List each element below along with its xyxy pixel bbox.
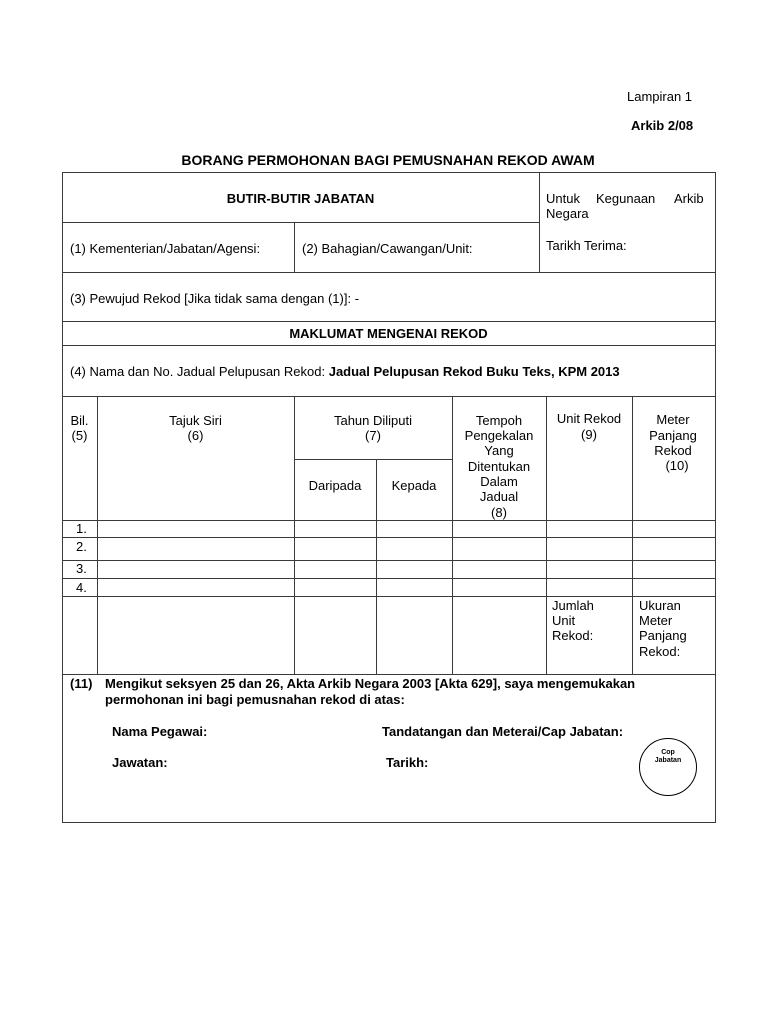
table-row-number: 1.	[76, 521, 87, 536]
divider	[62, 396, 715, 397]
jumlah-label: Jumlah	[552, 598, 594, 613]
jawatan-label: Jawatan:	[112, 755, 168, 770]
cop-text: Cop	[661, 749, 675, 756]
form-title: BORANG PERMOHONAN BAGI PEMUSNAHAN REKOD AWAM	[181, 152, 595, 168]
ukuran-label: Rekod:	[639, 644, 681, 659]
divider	[62, 596, 715, 597]
ukuran-label: Meter	[639, 613, 673, 628]
col-tempoh: Yang	[484, 443, 514, 458]
archive-use-word: Kegunaan	[596, 191, 656, 206]
col-daripada: Daripada	[308, 478, 362, 493]
table-row-number: 4.	[76, 580, 87, 595]
cop-text: Jabatan	[654, 757, 682, 764]
col-kepada: Kepada	[391, 478, 437, 493]
col-bil: Bil.	[70, 413, 89, 428]
col-tahun: Tahun Diliputi	[333, 413, 413, 428]
bahagian-field: (2) Bahagian/Cawangan/Unit:	[302, 241, 473, 256]
col-tempoh: Ditentukan	[467, 459, 531, 474]
col-meter: Meter	[656, 412, 690, 427]
divider	[539, 172, 540, 272]
declaration-text: Mengikut seksyen 25 dan 26, Akta Arkib Negara 2003 [Akta 629], saya mengemukakan	[105, 676, 636, 691]
tandatangan-label: Tandatangan dan Meterai/Cap Jabatan:	[382, 724, 624, 739]
divider	[62, 222, 539, 223]
tarikh-terima-label: Tarikh Terima:	[546, 238, 627, 253]
col-unit: Unit Rekod	[556, 411, 622, 426]
col-meter: Panjang	[649, 428, 697, 443]
archive-use-word: Negara	[546, 206, 589, 221]
nama-pegawai-label: Nama Pegawai:	[112, 724, 208, 739]
divider	[294, 222, 295, 272]
divider	[62, 674, 715, 675]
lampiran-label: Lampiran 1	[627, 89, 693, 104]
col-tempoh: Tempoh	[475, 413, 523, 428]
cop-jabatan-stamp	[639, 738, 697, 796]
pewujud-field: (3) Pewujud Rekod [Jika tidak sama dengan (1)]: -	[70, 291, 360, 306]
table-row-number: 3.	[76, 561, 87, 576]
col-tahun-number: (7)	[365, 428, 381, 443]
jumlah-label: Unit	[552, 613, 576, 628]
declaration-number: (11)	[70, 676, 93, 691]
col-tempoh: Jadual	[479, 489, 519, 504]
col-tempoh: Pengekalan	[464, 428, 534, 443]
col-tajuk-number: (6)	[187, 428, 204, 443]
jadual-label: (4) Nama dan No. Jadual Pelupusan Rekod:	[70, 364, 329, 379]
tarikh-label: Tarikh:	[386, 755, 429, 770]
jadual-value: Jadual Pelupusan Rekod Buku Teks, KPM 2013	[328, 364, 620, 379]
divider	[62, 345, 715, 346]
archive-use-word: Arkib	[674, 191, 704, 206]
jumlah-label: Rekod:	[552, 628, 594, 643]
col-unit-number: (9)	[581, 427, 597, 442]
col-meter: Rekod	[654, 443, 692, 458]
divider	[62, 578, 715, 579]
kementerian-field: (1) Kementerian/Jabatan/Agensi:	[70, 241, 261, 256]
maklumat-heading: MAKLUMAT MENGENAI REKOD	[289, 326, 488, 341]
declaration-text: permohonan ini bagi pemusnahan rekod di atas:	[105, 692, 405, 707]
jabatan-heading: BUTIR-BUTIR JABATAN	[226, 191, 375, 206]
divider	[62, 560, 715, 561]
divider	[62, 321, 715, 322]
divider	[294, 459, 452, 460]
ukuran-label: Ukuran	[639, 598, 681, 613]
ukuran-label: Panjang	[639, 628, 687, 643]
table-row-number: 2.	[76, 539, 87, 554]
col-tempoh-number: (8)	[491, 505, 507, 520]
col-tajuk: Tajuk Siri	[169, 413, 222, 428]
arkib-reference: Arkib 2/08	[631, 118, 694, 133]
divider	[62, 537, 715, 538]
divider	[62, 520, 715, 521]
divider	[62, 272, 715, 273]
jadual-field	[70, 364, 620, 379]
col-bil-number: (5)	[71, 428, 88, 443]
col-meter-number: (10)	[665, 458, 689, 473]
archive-use-word: Untuk	[546, 191, 580, 206]
col-tempoh: Dalam	[480, 474, 518, 489]
